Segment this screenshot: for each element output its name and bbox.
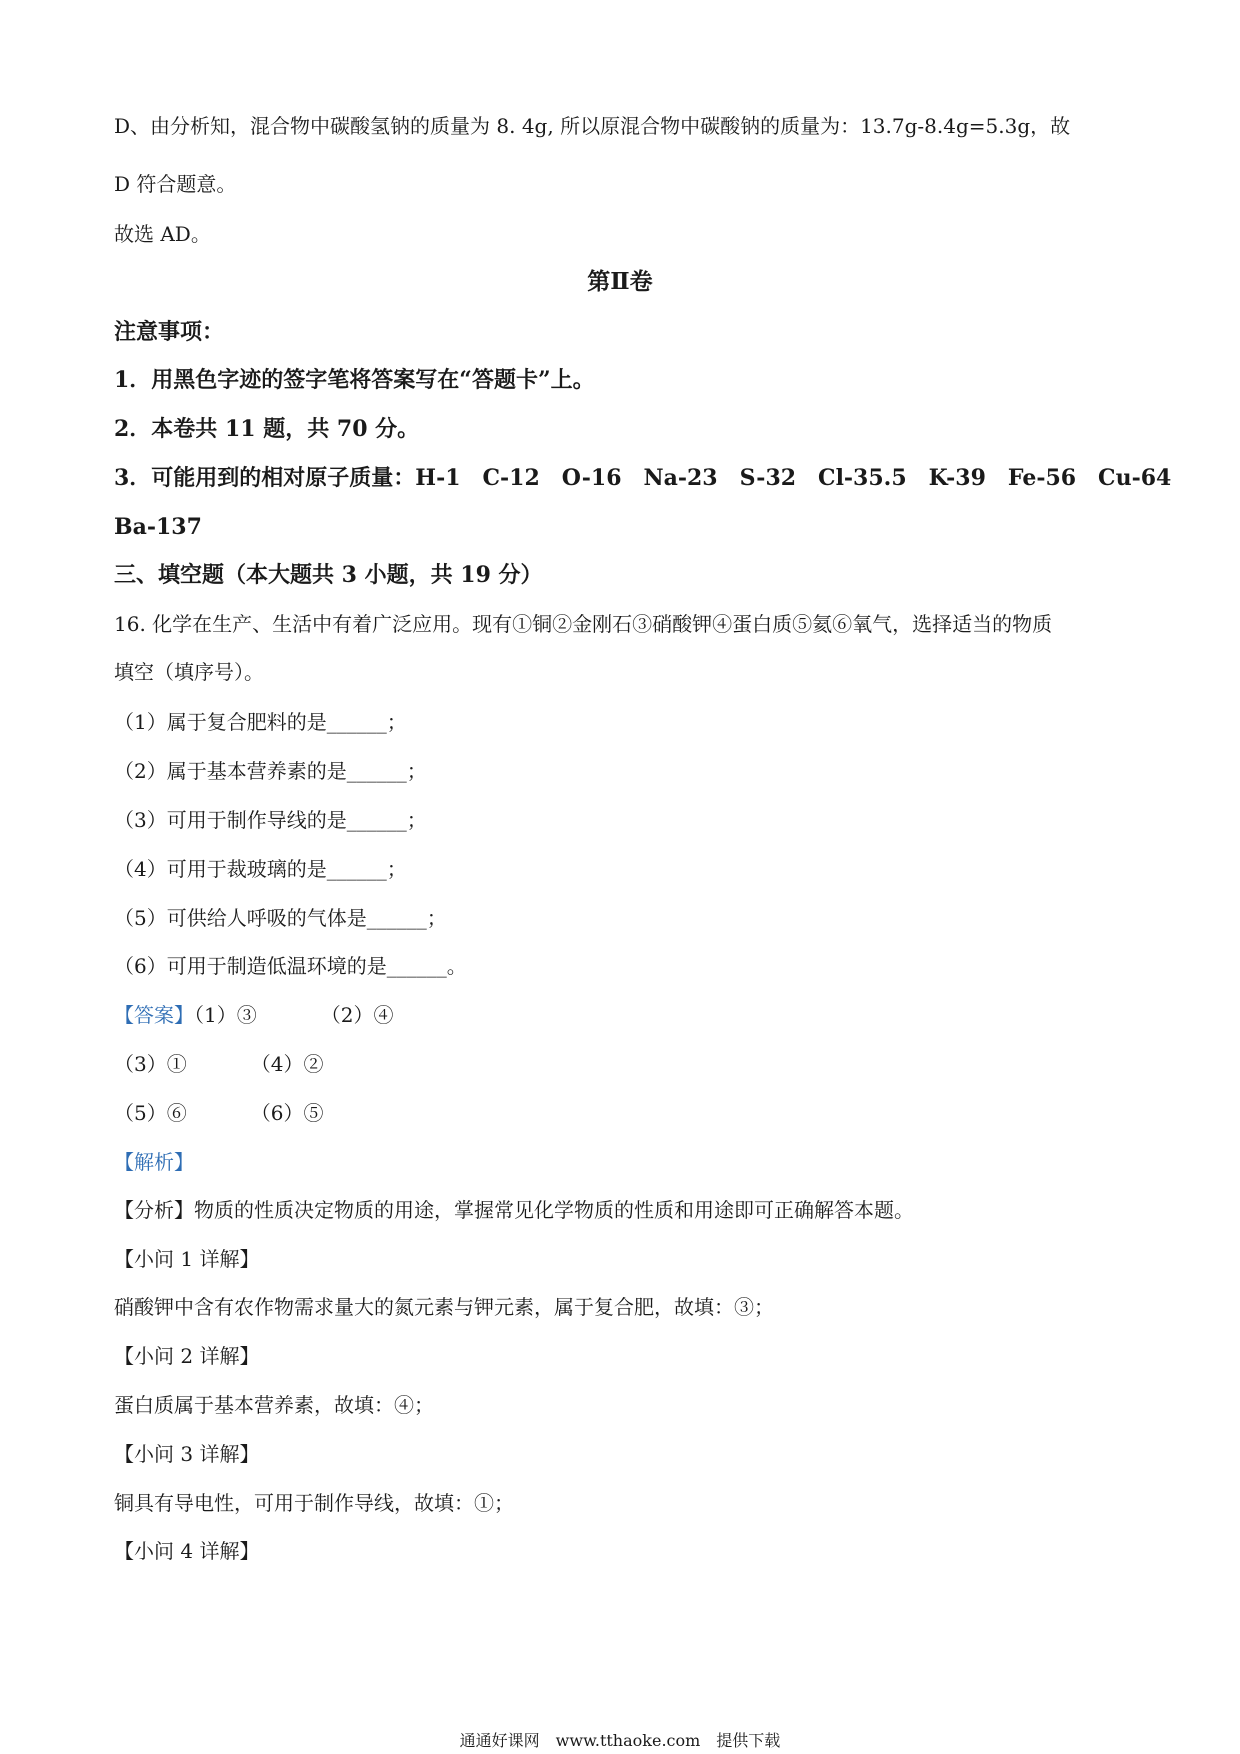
analysis-line: 【小问 2 详解】 bbox=[114, 1344, 260, 1368]
analysis-line: 【分析】物质的性质决定物质的用途，掌握常见化学物质的性质和用途即可正确解答本题。 bbox=[114, 1198, 914, 1222]
answer-item: （6）⑤ bbox=[250, 1101, 324, 1125]
note-item: 2．本卷共 11 题，共 70 分。 bbox=[114, 416, 420, 442]
analysis-tag: 【解析】 bbox=[114, 1150, 194, 1174]
answer-tag: 【答案】 bbox=[114, 1003, 194, 1027]
analysis-line: 硝酸钾中含有农作物需求量大的氮元素与钾元素，属于复合肥，故填：③； bbox=[114, 1295, 774, 1319]
sub-question: （3）可用于制作导线的是______； bbox=[114, 808, 427, 832]
part-title: 三、填空题（本大题共 3 小题，共 19 分） bbox=[114, 562, 543, 588]
sub-question: （5）可供给人呼吸的气体是______； bbox=[114, 906, 447, 930]
analysis-line: 【小问 1 详解】 bbox=[114, 1247, 260, 1271]
note-item: 1．用黑色字迹的签字笔将答案写在“答题卡”上。 bbox=[114, 367, 595, 393]
answer-item: （1）③ bbox=[194, 1003, 257, 1027]
question-stem: 16. 化学在生产、生活中有着广泛应用。现有①铜②金刚石③硝酸钾④蛋白质⑤氦⑥氧气，选择适当的物质 bbox=[114, 612, 1053, 636]
sub-question: （2）属于基本营养素的是______； bbox=[114, 759, 427, 783]
answer-line bbox=[114, 1001, 393, 1029]
analysis-line: 【小问 3 详解】 bbox=[114, 1442, 260, 1466]
page-footer: 通通好课网 www.tthaoke.com 提供下载 bbox=[459, 1731, 781, 1750]
analysis-line: 【小问 4 详解】 bbox=[114, 1539, 260, 1563]
answer-item: （5）⑥ bbox=[114, 1101, 187, 1125]
notes-heading: 注意事项： bbox=[114, 319, 225, 345]
analysis-line: 铜具有导电性，可用于制作导线，故填：①； bbox=[114, 1491, 514, 1515]
analysis-line: 蛋白质属于基本营养素，故填：④； bbox=[114, 1393, 434, 1417]
text-line: D、由分析知，混合物中碳酸氢钠的质量为 8. 4g, 所以原混合物中碳酸钠的质量为：13.7g-8.4g=5.3g，故 bbox=[114, 114, 1071, 138]
question-stem: 填空（填序号）。 bbox=[114, 660, 264, 684]
answer-item: （3）① bbox=[114, 1052, 187, 1076]
note-item: 3．可能用到的相对原子质量：H-1 C-12 O-16 Na-23 S-32 Cl-35.5 K-39 Fe-56 Cu-64 bbox=[114, 465, 1172, 491]
answer-line bbox=[114, 1050, 323, 1078]
text-line: 故选 AD。 bbox=[114, 222, 211, 246]
answer-item: （2）④ bbox=[320, 1003, 394, 1027]
sub-question: （4）可用于裁玻璃的是______； bbox=[114, 857, 407, 881]
sub-question: （6）可用于制造低温环境的是______。 bbox=[114, 954, 467, 978]
note-item: Ba-137 bbox=[114, 514, 202, 540]
answer-line bbox=[114, 1099, 323, 1127]
section-title: 第Ⅱ卷 bbox=[587, 268, 653, 295]
answer-item: （4）② bbox=[250, 1052, 324, 1076]
text-line: D 符合题意。 bbox=[114, 172, 237, 196]
sub-question: （1）属于复合肥料的是______； bbox=[114, 710, 407, 734]
